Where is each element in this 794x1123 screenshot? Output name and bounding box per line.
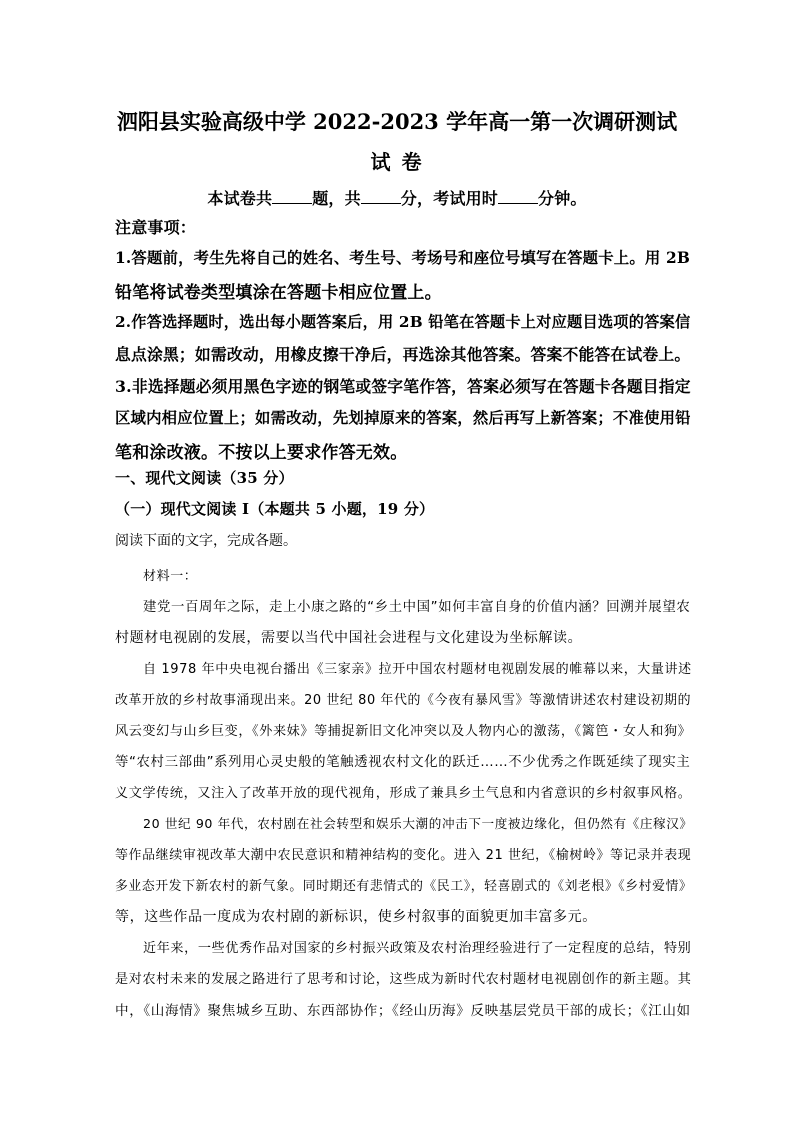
paragraph-line: 近年来，一些优秀作品对国家的乡村振兴政策及农村治理经验进行了一定程度的总结，特别 <box>143 941 692 956</box>
paragraph-line: 等“农村三部曲”系列用心灵史般的笔触透视农村文化的跃迁……不少优秀之作既延续了现实主 <box>115 755 691 770</box>
section-subheading: （一）现代文阅读 I（本题共 5 小题，19 分） <box>115 500 435 518</box>
paragraph-line: 村题材电视剧的发展，需要以当代中国社会进程与文化建设为坐标解读。 <box>115 630 583 646</box>
paragraph-line: 改革开放的乡村故事涌现出来。20 世纪 80 年代的《今夜有暴风雪》等激情讲述农村建设初期的 <box>115 693 692 708</box>
document-subtitle: 试 卷 <box>370 150 424 174</box>
duration-blank <box>498 189 538 204</box>
section-heading: 一、现代文阅读（35 分） <box>115 469 294 487</box>
reading-instruction: 阅读下面的文字，完成各题。 <box>115 533 297 549</box>
notes-line: 笔和涂改液。不按以上要求作答无效。 <box>115 443 408 463</box>
exam-info <box>0 186 794 209</box>
paragraph-line: 20 世纪 90 年代，农村剧在社会转型和娱乐大潮的冲击下一度被边缘化，但仍然有《庄稼汉》 <box>143 816 693 831</box>
notes-line: 2.作答选择题时，选出每小题答案后，用 2B 铅笔在答题卡上对应题目选项的答案信 <box>115 313 691 331</box>
question-count-blank <box>272 189 312 204</box>
notes-heading: 注意事项： <box>115 218 197 237</box>
paragraph-line: 风云变幻与山乡巨变，《外来妹》等捕捉新旧文化冲突以及人物内心的激荡，《篱笆・女人和狗》 <box>115 724 692 739</box>
exam-info-text-3: 分，考试用时 <box>400 189 498 208</box>
paragraph-line: 中，《山海情》聚焦城乡互助、东西部协作；《经山历海》反映基层党员干部的成长；《江山如 <box>115 1003 691 1019</box>
paragraph-line: 等，这些作品一度成为农村剧的新标识，使乡村叙事的面貌更加丰富多元。 <box>115 909 597 925</box>
exam-info-text-2: 题，共 <box>312 189 361 208</box>
total-score-blank <box>361 189 401 204</box>
paragraph-line: 自 1978 年中央电视台播出《三家亲》拉开中国农村题材电视剧发展的帷幕以来，大量讲述 <box>143 662 692 677</box>
notes-line: 3.非选择题必须用黑色字迹的钢笔或签字笔作答，答案必须写在答题卡各题目指定 <box>115 377 691 396</box>
notes-line: 1.答题前，考生先将自己的姓名、考生号、考场号和座位号填写在答题卡上。用 2B <box>115 249 691 267</box>
paragraph-line: 多业态开发下新农村的新气象。同时期还有悲情式的《民工》，轻喜剧式的《刘老根》《乡村爱情》 <box>115 879 693 894</box>
material-label: 材料一： <box>143 569 198 584</box>
paragraph-line: 是对农村未来的发展之路进行了思考和讨论，这些成为新时代农村题材电视剧创作的新主题。其 <box>115 972 692 987</box>
document-title: 泗阳县实验高级中学 2022-2023 学年高一第一次调研测试 <box>116 109 678 134</box>
paragraph-line: 建党一百周年之际，走上小康之路的“乡土中国”如何丰富自身的价值内涵？回溯并展望农 <box>143 600 691 615</box>
paragraph-line: 义文学传统，又注入了改革开放的现代视角，形成了兼具乡土气息和内省意识的乡村叙事风格。 <box>115 786 692 801</box>
paragraph-line: 等作品继续审视改革大潮中农民意识和精神结构的变化。进入 21 世纪，《榆树岭》等记录并表现 <box>115 848 692 863</box>
notes-line: 铅笔将试卷类型填涂在答题卡相应位置上。 <box>115 283 442 303</box>
notes-line: 息点涂黑；如需改动，用橡皮擦干净后，再选涂其他答案。答案不能答在试卷上。 <box>115 345 691 364</box>
exam-info-text-1: 本试卷共 <box>207 189 273 208</box>
notes-line: 区域内相应位置上；如需改动，先划掉原来的答案，然后再写上新答案；不准使用铅 <box>115 409 691 427</box>
exam-info-text-4: 分钟。 <box>538 189 587 208</box>
